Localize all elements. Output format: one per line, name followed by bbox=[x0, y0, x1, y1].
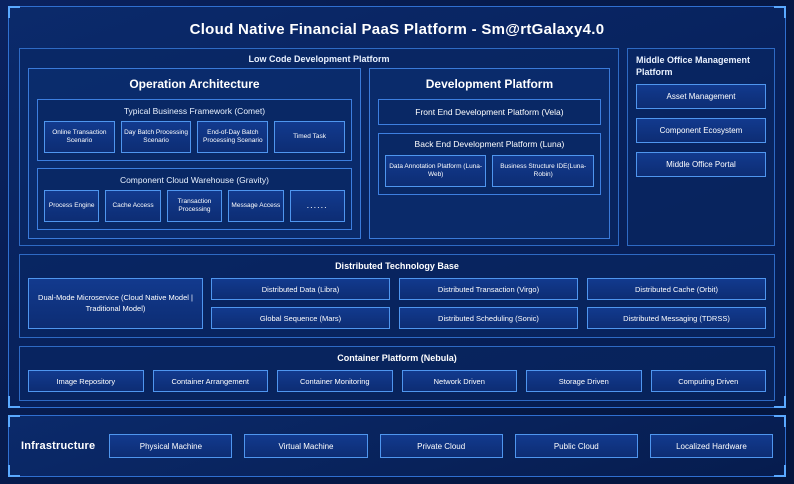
corner-decoration-bottom-right bbox=[774, 396, 786, 408]
chip-transaction-processing[interactable]: Transaction Processing bbox=[167, 190, 222, 222]
chip-business-structure-ide[interactable]: Business Structure IDE(Luna-Robin) bbox=[492, 155, 594, 187]
distributed-technology-base-grid bbox=[28, 278, 766, 329]
middle-office-item-asset-management[interactable]: Asset Management bbox=[636, 84, 766, 109]
component-cloud-warehouse-group bbox=[37, 168, 352, 230]
dual-mode-microservice-box[interactable]: Dual-Mode Microservice (Cloud Native Model | Traditional Model) bbox=[28, 278, 203, 329]
cell-virtual-machine[interactable]: Virtual Machine bbox=[244, 434, 367, 458]
back-end-development-platform-group bbox=[378, 133, 601, 195]
distributed-technology-base-panel bbox=[19, 254, 775, 338]
cell-distributed-cache[interactable]: Distributed Cache (Orbit) bbox=[587, 278, 766, 300]
container-platform-panel bbox=[19, 346, 775, 401]
cell-distributed-messaging[interactable]: Distributed Messaging (TDRSS) bbox=[587, 307, 766, 329]
cell-distributed-scheduling[interactable]: Distributed Scheduling (Sonic) bbox=[399, 307, 578, 329]
cell-global-sequence[interactable]: Global Sequence (Mars) bbox=[211, 307, 390, 329]
operation-architecture-panel bbox=[28, 68, 361, 239]
cell-private-cloud[interactable]: Private Cloud bbox=[380, 434, 503, 458]
chip-process-engine[interactable]: Process Engine bbox=[44, 190, 99, 222]
typical-business-framework-items bbox=[44, 121, 345, 153]
chip-timed-task[interactable]: Timed Task bbox=[274, 121, 345, 153]
middle-office-management-panel bbox=[627, 48, 775, 246]
page-title: Cloud Native Financial PaaS Platform - Sm@rtGalaxy4.0 bbox=[189, 21, 605, 38]
infra-corner-bottom-left bbox=[8, 465, 20, 477]
cell-physical-machine[interactable]: Physical Machine bbox=[109, 434, 232, 458]
chip-end-of-day-batch-processing-scenario[interactable]: End-of-Day Batch Processing Scenario bbox=[197, 121, 268, 153]
component-cloud-warehouse-title: Component Cloud Warehouse (Gravity) bbox=[119, 175, 269, 185]
typical-business-framework-group bbox=[37, 99, 352, 161]
corner-decoration-top-right bbox=[774, 6, 786, 18]
development-platform-title: Development Platform bbox=[425, 77, 554, 91]
component-cloud-warehouse-items bbox=[44, 190, 345, 222]
cell-distributed-data[interactable]: Distributed Data (Libra) bbox=[211, 278, 390, 300]
main-frame bbox=[8, 6, 786, 408]
distributed-technology-base-title: Distributed Technology Base bbox=[335, 261, 459, 271]
infra-corner-top-right bbox=[774, 415, 786, 427]
corner-decoration-top-left bbox=[8, 6, 20, 18]
low-code-platform-title: Low Code Development Platform bbox=[248, 54, 390, 64]
low-code-inner bbox=[20, 68, 618, 239]
cell-image-repository[interactable]: Image Repository bbox=[28, 370, 144, 392]
front-end-development-platform[interactable]: Front End Development Platform (Vela) bbox=[378, 99, 601, 125]
back-end-development-platform-title: Back End Development Platform (Luna) bbox=[414, 139, 565, 149]
infrastructure-label: Infrastructure bbox=[21, 440, 96, 452]
operation-architecture-title: Operation Architecture bbox=[129, 77, 260, 91]
chip-data-annotation-platform[interactable]: Data Annotation Platform (Luna-Web) bbox=[385, 155, 487, 187]
container-platform-title: Container Platform (Nebula) bbox=[337, 353, 457, 363]
cell-computing-driven[interactable]: Computing Driven bbox=[651, 370, 767, 392]
infrastructure-panel bbox=[8, 415, 786, 477]
top-row bbox=[19, 48, 775, 246]
infra-corner-bottom-right bbox=[774, 465, 786, 477]
container-platform-items bbox=[28, 370, 766, 392]
cell-network-driven[interactable]: Network Driven bbox=[402, 370, 518, 392]
cell-container-monitoring[interactable]: Container Monitoring bbox=[277, 370, 393, 392]
cell-container-arrangement[interactable]: Container Arrangement bbox=[153, 370, 269, 392]
cell-localized-hardware[interactable]: Localized Hardware bbox=[650, 434, 773, 458]
middle-office-item-component-ecosystem[interactable]: Component Ecosystem bbox=[636, 118, 766, 143]
distributed-items bbox=[211, 278, 766, 329]
cell-distributed-transaction[interactable]: Distributed Transaction (Virgo) bbox=[399, 278, 578, 300]
infrastructure-items bbox=[109, 434, 773, 458]
middle-office-items bbox=[628, 82, 774, 177]
corner-decoration-bottom-left bbox=[8, 396, 20, 408]
back-end-development-platform-items bbox=[385, 155, 594, 187]
typical-business-framework-title: Typical Business Framework (Comet) bbox=[123, 106, 266, 116]
middle-office-management-title: Middle Office Management Platform bbox=[636, 55, 751, 78]
chip-message-access[interactable]: Message Access bbox=[228, 190, 283, 222]
chip-cache-access[interactable]: Cache Access bbox=[105, 190, 160, 222]
development-platform-panel bbox=[369, 68, 610, 239]
cell-public-cloud[interactable]: Public Cloud bbox=[515, 434, 638, 458]
infra-corner-top-left bbox=[8, 415, 20, 427]
chip-more[interactable]: ...... bbox=[290, 190, 345, 222]
chip-online-transaction-scenario[interactable]: Online Transaction Scenario bbox=[44, 121, 115, 153]
low-code-platform-panel bbox=[19, 48, 619, 246]
middle-office-item-middle-office-portal[interactable]: Middle Office Portal bbox=[636, 152, 766, 177]
chip-day-batch-processing-scenario[interactable]: Day Batch Processing Scenario bbox=[121, 121, 192, 153]
cell-storage-driven[interactable]: Storage Driven bbox=[526, 370, 642, 392]
